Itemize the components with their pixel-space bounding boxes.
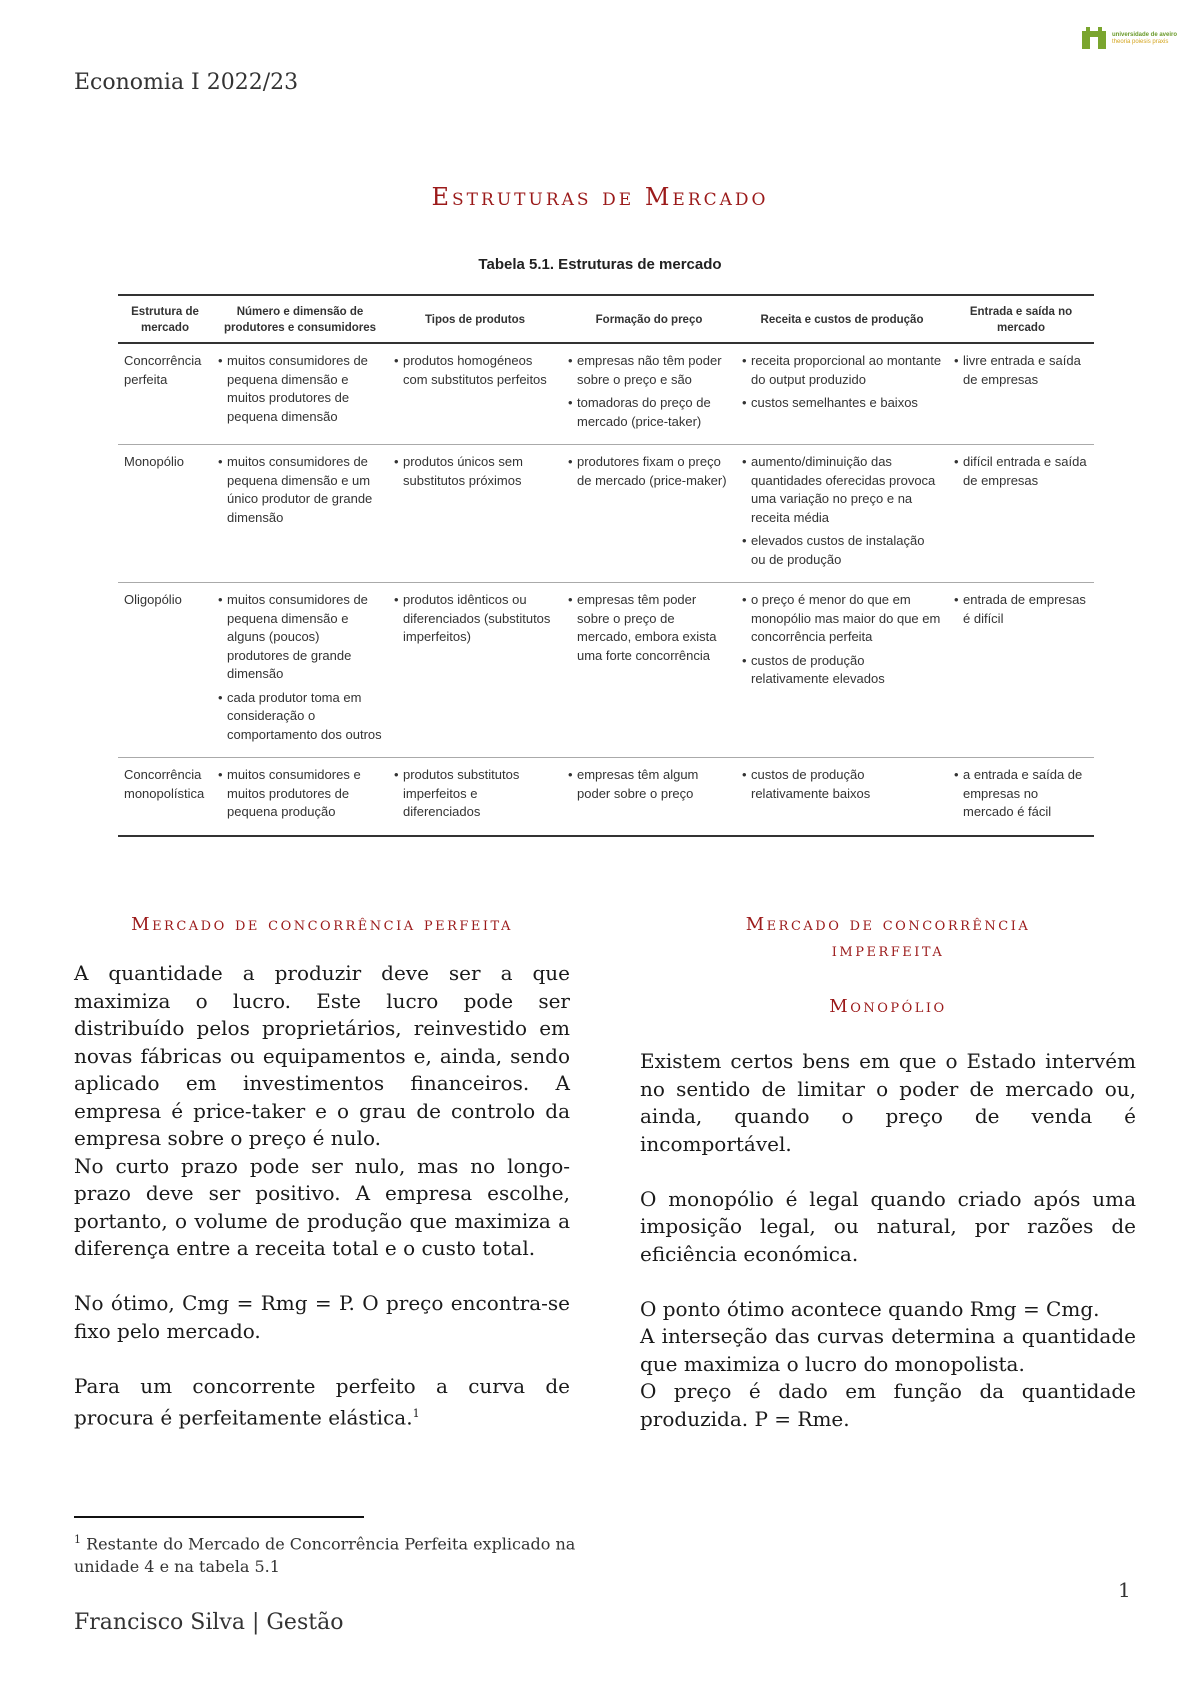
table-row: [118, 343, 1094, 445]
col-header: Número e dimensão de produtores e consumidores: [212, 295, 388, 343]
cell-item: • elevados custos de instalação ou de produção: [742, 532, 942, 569]
footer-author: Francisco Silva | Gestão: [74, 1610, 344, 1635]
market-structures-table: [118, 294, 1094, 837]
paragraph: O monopólio é legal quando criado após uma imposição legal, ou natural, por razões de eficiência económica.: [640, 1186, 1136, 1266]
cell-item: • custos de produção relativamente baixos: [742, 766, 942, 803]
cell-item: • produtos idênticos ou diferenciados (substitutos imperfeitos): [394, 591, 556, 647]
table-row: [118, 758, 1094, 836]
col-header: Formação do preço: [562, 295, 736, 343]
cell-item: • receita proporcional ao montante do output produzido: [742, 352, 942, 389]
page-title: Estruturas de Mercado: [431, 183, 769, 211]
section-subtitle-monopoly: Monopólio: [829, 996, 947, 1017]
cell-item: • custos de produção relativamente elevados: [742, 652, 942, 689]
cell-item: • cada produtor toma em consideração o comportamento dos outros: [218, 689, 382, 745]
section-title-perfect-competition: Mercado de concorrência perfeita: [131, 914, 513, 935]
left-body: [74, 960, 570, 1432]
table-caption: Tabela 5.1. Estruturas de mercado: [478, 256, 722, 273]
paragraph: No curto prazo pode ser nulo, mas no longo-prazo deve ser positivo. A empresa escolhe, portanto, o volume de produção que maximiza a diferença entre a receita total e o custo total.: [74, 1153, 570, 1260]
table-row: [118, 583, 1094, 758]
footnote-divider: [74, 1516, 364, 1518]
university-logo: [1082, 24, 1192, 54]
header-course: Economia I 2022/23: [74, 70, 299, 95]
cell-item: • muitos consumidores de pequena dimensão e alguns (poucos) produtores de grande dimensão: [218, 591, 382, 684]
table-row: [118, 445, 1094, 583]
cell-item: • empresas têm algum poder sobre o preço: [568, 766, 730, 803]
col-header: Tipos de produtos: [388, 295, 562, 343]
paragraph: A interseção das curvas determina a quantidade que maximiza o lucro do monopolista.: [640, 1324, 1136, 1376]
col-header: Entrada e saída no mercado: [948, 295, 1094, 343]
footnote: [74, 1528, 584, 1578]
page-number: 1: [1118, 1578, 1131, 1602]
row-label: Concorrência monopolística: [118, 758, 212, 836]
col-header: Estrutura de mercado: [118, 295, 212, 343]
cell-item: • empresas têm poder sobre o preço de mercado, embora exista uma forte concorrência: [568, 591, 730, 665]
cell-item: • livre entrada e saída de empresas: [954, 352, 1088, 389]
right-column: [640, 912, 1136, 1433]
cell-item: • empresas não têm poder sobre o preço e são: [568, 352, 730, 389]
cell-item: • produtos homogéneos com substitutos perfeitos: [394, 352, 556, 389]
cell-item: • aumento/diminuição das quantidades oferecidas provoca uma variação no preço e na receita média: [742, 453, 942, 527]
paragraph: O preço é dado em função da quantidade produzida. P = Rme.: [640, 1379, 1136, 1431]
university-logo-icon: [1082, 27, 1106, 51]
logo-subtitle: theoria poiesis praxis: [1112, 39, 1169, 45]
paragraph-text: Para um concorrente perfeito a curva de procura é perfeitamente elástica.: [74, 1373, 570, 1430]
row-label: Monopólio: [118, 445, 212, 583]
cell-item: • difícil entrada e saída de empresas: [954, 453, 1088, 490]
cell-item: • muitos consumidores e muitos produtores de pequena produção: [218, 766, 382, 822]
row-label: Oligopólio: [118, 583, 212, 758]
left-column: [74, 912, 570, 1432]
paragraph: A quantidade a produzir deve ser a que maximiza o lucro. Este lucro pode ser distribuído pelos proprietários, reinvestido em novas fábricas ou equipamentos e, ainda, sendo aplicado em investimentos financeiros. A empresa é price-taker e o grau de controlo da empresa sobre o preço é nulo.: [74, 961, 570, 1150]
cell-item: • muitos consumidores de pequena dimensão e um único produtor de grande dimensão: [218, 453, 382, 527]
paragraph: O ponto ótimo acontece quando Rmg = Cmg.: [640, 1296, 1100, 1321]
col-header: Receita e custos de produção: [736, 295, 948, 343]
footnote-reference[interactable]: 1: [412, 1407, 420, 1420]
paragraph-with-footnote: [74, 1373, 570, 1433]
cell-item: • produtos substitutos imperfeitos e diferenciados: [394, 766, 556, 822]
paragraph: Existem certos bens em que o Estado intervém no sentido de limitar o poder de mercado ou, ainda, quando o preço de venda é incomportável.: [640, 1049, 1136, 1156]
cell-item: • produtores fixam o preço de mercado (price-maker): [568, 453, 730, 490]
cell-item: • custos semelhantes e baixos: [742, 394, 942, 413]
cell-item: • tomadoras do preço de mercado (price-taker): [568, 394, 730, 431]
cell-item: • o preço é menor do que em monopólio mas maior do que em concorrência perfeita: [742, 591, 942, 647]
section-title-imperfect-competition: Mercado de concorrência imperfeita: [745, 914, 1031, 961]
logo-name: universidade de aveiro: [1112, 32, 1178, 38]
footnote-mark: 1: [74, 1533, 81, 1546]
right-body: [640, 1048, 1136, 1433]
cell-item: • a entrada e saída de empresas no mercado é fácil: [954, 766, 1088, 822]
paragraph: No ótimo, Cmg = Rmg = P. O preço encontra-se fixo pelo mercado.: [74, 1291, 570, 1343]
row-label: Concorrência perfeita: [118, 343, 212, 445]
footnote-text: Restante do Mercado de Concorrência Perfeita explicado na unidade 4 e na tabela 5.1: [74, 1534, 576, 1577]
cell-item: • muitos consumidores de pequena dimensão e muitos produtores de pequena dimensão: [218, 352, 382, 426]
cell-item: • entrada de empresas é difícil: [954, 591, 1088, 628]
cell-item: • produtos únicos sem substitutos próximos: [394, 453, 556, 490]
